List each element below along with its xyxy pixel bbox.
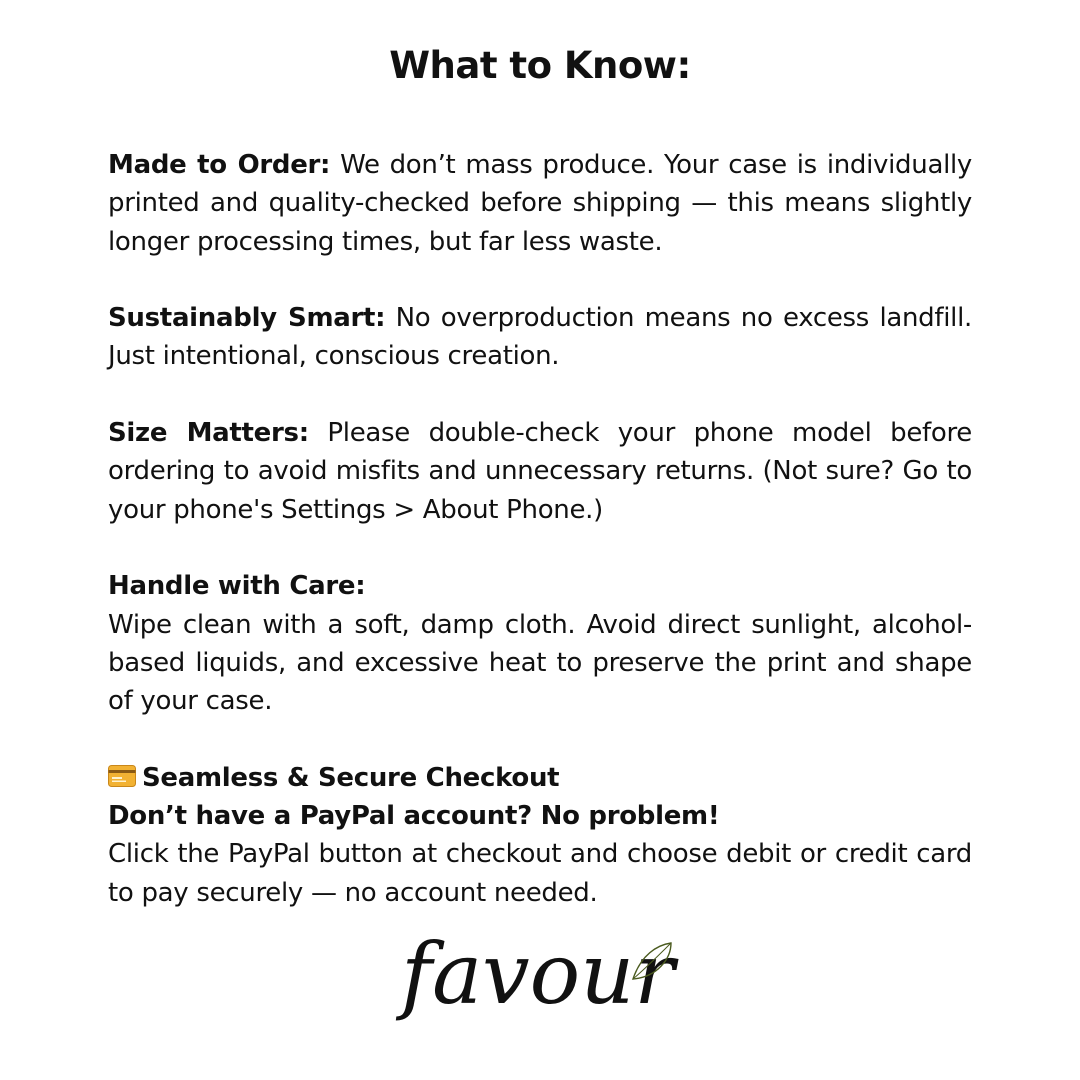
- handle-with-care-label: Handle with Care:: [108, 571, 366, 602]
- favour-logo: [395, 925, 685, 1040]
- checkout-subheading: Don’t have a PayPal account? No problem!: [108, 801, 720, 832]
- page-title: What to Know:: [389, 44, 691, 87]
- sustainably-smart-paragraph: [108, 299, 972, 376]
- made-to-order-paragraph: [108, 146, 972, 261]
- checkout-heading-line: [108, 759, 972, 797]
- size-matters-paragraph: [108, 414, 972, 529]
- size-matters-text: Please double-check your phone model before ordering to avoid misfits and unnecessary returns. (Not sure? Go to your phone's Settings > About Phone.): [108, 418, 972, 525]
- made-to-order-label: Made to Order:: [108, 150, 331, 180]
- credit-card-icon: [108, 765, 136, 787]
- made-to-order-text: We don’t mass produce. Your case is individually printed and quality-checked before shipping — this means slightly longer processing times, but far less waste.: [108, 150, 973, 257]
- info-content: [108, 146, 972, 950]
- sustainably-smart-label: Sustainably Smart:: [108, 303, 386, 334]
- logo-text: favour: [401, 925, 675, 1023]
- checkout-text: Click the PayPal button at checkout and choose debit or credit card to pay securely — no account needed.: [108, 839, 972, 908]
- sustainably-smart-text: No overproduction means no excess landfill. Just intentional, conscious creation.: [108, 303, 972, 372]
- handle-with-care-text: Wipe clean with a soft, damp cloth. Avoid direct sunlight, alcohol-based liquids, and excessive heat to preserve the print and shape of your case.: [108, 609, 972, 717]
- size-matters-label: Size Matters:: [108, 418, 309, 449]
- checkout-heading: Seamless & Secure Checkout: [142, 762, 560, 793]
